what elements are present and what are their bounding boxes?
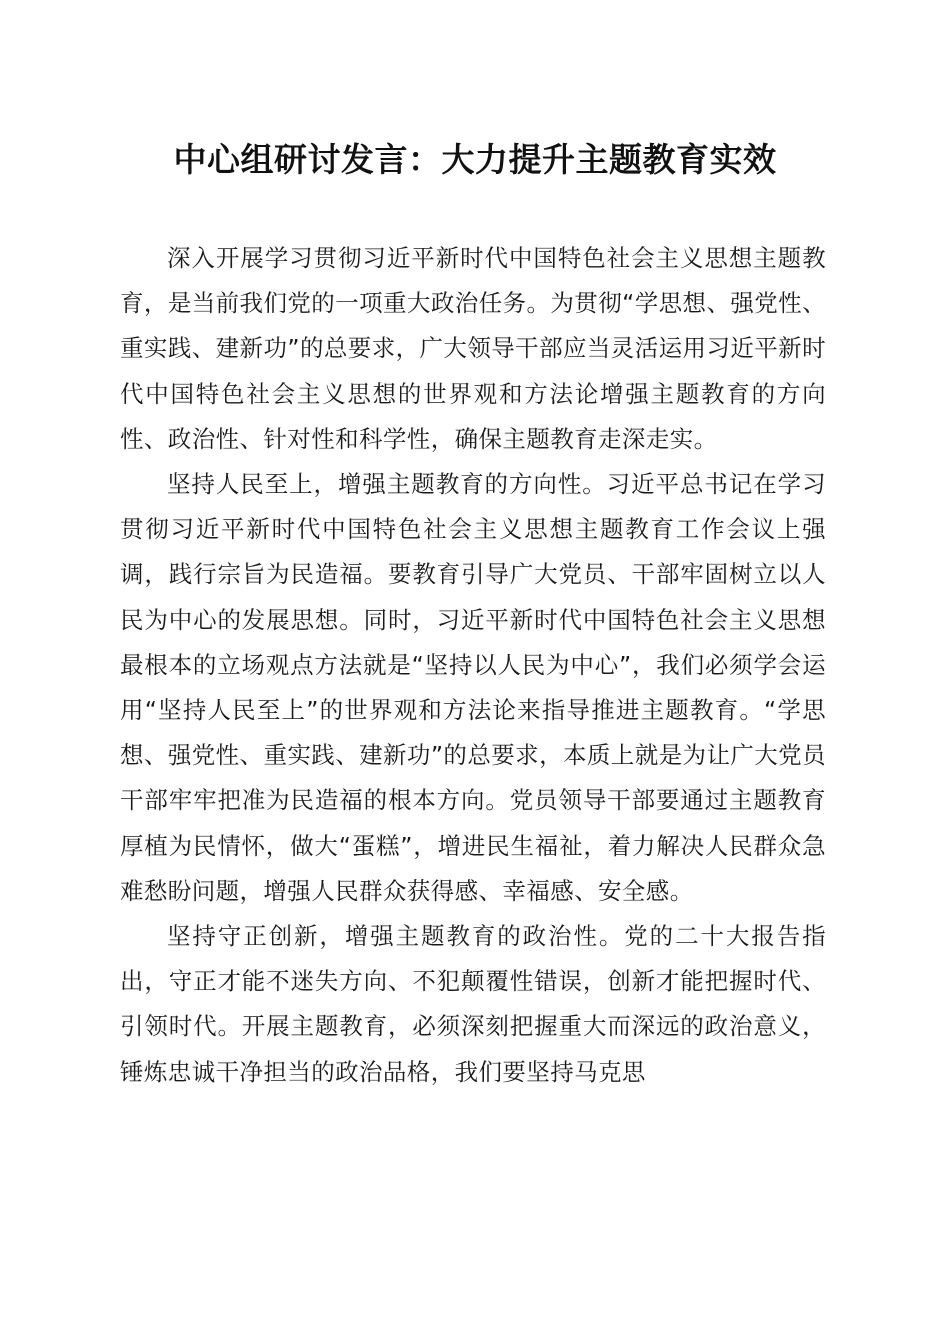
document-body	[120, 236, 826, 1095]
paragraph-integrity-innovation: 坚持守正创新，增强主题教育的政治性。党的二十大报告指出，守正才能不迷失方向、不犯颠覆性错误，创新才能把握时代、引领时代。开展主题教育，必须深刻把握重大而深远的政治意义，锤炼忠诚干净担当的政治品格，我们要坚持马克思	[120, 922, 826, 1086]
paragraph-people-first: 坚持人民至上，增强主题教育的方向性。习近平总书记在学习贯彻习近平新时代中国特色社会主义思想主题教育工作会议上强调，践行宗旨为民造福。要教育引导广大党员、干部牢固树立以人民为中心的发展思想。同时，习近平新时代中国特色社会主义思想最根本的立场观点方法就是“坚持以人民为中心”，我们必须学会运用“坚持人民至上”的世界观和方法论来指导推进主题教育。“学思想、强党性、重实践、建新功”的总要求，本质上就是为让广大党员干部牢牢把准为民造福的根本方向。党员领导干部要通过主题教育厚植为民情怀，做大“蛋糕”，增进民生福祉，着力解决人民群众急难愁盼问题，增强人民群众获得感、幸福感、安全感。	[120, 470, 826, 905]
paragraph-intro: 深入开展学习贯彻习近平新时代中国特色社会主义思想主题教育，是当前我们党的一项重大政治任务。为贯彻“学思想、强党性、重实践、建新功”的总要求，广大领导干部应当灵活运用习近平新时代中国特色社会主义思想的世界观和方法论增强主题教育的方向性、政治性、针对性和科学性，确保主题教育走深走实。	[120, 244, 826, 453]
document-title: 中心组研讨发言：大力提升主题教育实效	[173, 140, 777, 179]
